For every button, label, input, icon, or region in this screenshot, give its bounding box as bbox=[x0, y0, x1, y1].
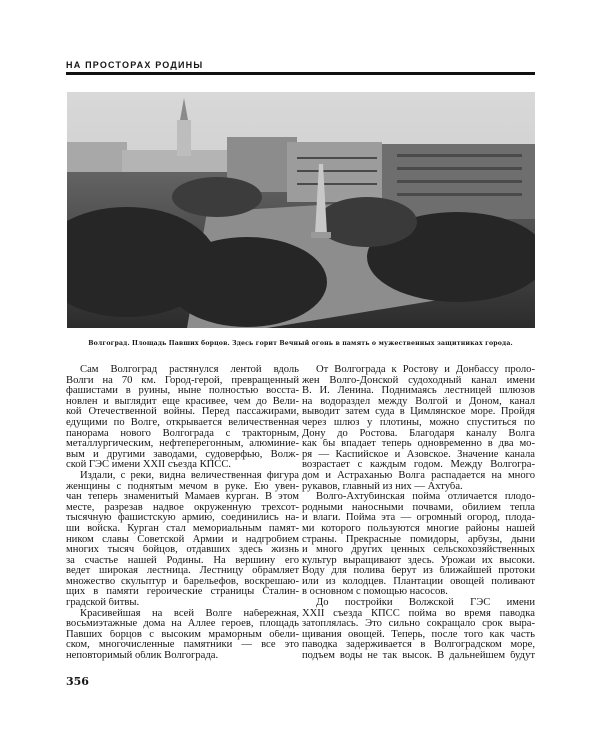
text-column-left bbox=[66, 365, 299, 662]
text-line: восьмиэтажные дома на Аллее героев, площадь bbox=[66, 619, 299, 630]
text-line: От Волгограда к Ростову и Донбассу проло- bbox=[316, 365, 535, 375]
text-line: фашистами в руины, ныне полностью восста- bbox=[66, 386, 299, 397]
text-line: месте, разрезав надвое окруженную трехсот- bbox=[66, 502, 299, 513]
text-column-right bbox=[302, 365, 535, 662]
text-line: и много других ценных сельскохозяйственных bbox=[302, 545, 535, 556]
text-line: Волго-Ахтубинская пойма отличается плодо- bbox=[316, 492, 535, 503]
paragraph bbox=[66, 609, 299, 662]
text-line: жен Волго-Донской судоходный канал имени bbox=[302, 375, 535, 386]
text-line: Красивейшая на всей Волге набережная, bbox=[80, 608, 299, 619]
text-line: выводит затем суда в Цимлянское море. Пройдя bbox=[302, 407, 535, 418]
text-line: женщины с поднятым мечом в руке. Ею увен- bbox=[66, 481, 299, 492]
text-line: затоплялась. Это сильно сокращало срок выра- bbox=[302, 619, 535, 630]
text-line: ском, многочисленные памятники — все это bbox=[66, 640, 299, 651]
text-line: как бы впадает теперь одновременно в два мо- bbox=[302, 439, 535, 450]
text-line: металлургическим, нефтеперегонным, алюминие- bbox=[66, 439, 299, 450]
text-line: вым и другими заводами, судоверфью, Волж- bbox=[66, 449, 299, 460]
text-line: ши войска. Курган стал мемориальным памят- bbox=[66, 523, 299, 534]
text-line: рукавов, главный из них — Ахтуба. bbox=[302, 481, 463, 492]
text-line: или из колодцев. Плантации овощей поливают bbox=[302, 576, 535, 587]
text-line: панорама нового Волгограда с тракторным, bbox=[66, 428, 299, 439]
paragraph bbox=[302, 598, 535, 662]
running-head: НА ПРОСТОРАХ РОДИНЫ bbox=[66, 60, 204, 70]
paragraph bbox=[302, 365, 535, 492]
text-line: многих тысяч бойцов, отдавших здесь жизнь bbox=[66, 545, 299, 556]
header-rule bbox=[66, 72, 535, 75]
text-line: Павших борцов с высоким мраморным обели- bbox=[66, 629, 299, 640]
text-line: Волги на 70 км. Город-герой, превращенный bbox=[66, 375, 299, 386]
text-line: В. И. Ленина. Поднимаясь лестницей шлюзов bbox=[302, 386, 535, 397]
text-line: страны. Прекрасные помидоры, арбузы, дыни bbox=[302, 534, 535, 545]
text-line: Воду для полива берут из ближайшей протоки bbox=[302, 566, 535, 577]
text-line: через шлюз у плотины, можно спуститься по bbox=[302, 417, 535, 428]
text-line: щих в памяти героические страницы Сталин- bbox=[66, 587, 299, 598]
text-line: Сам Волгоград растянулся лентой вдоль bbox=[80, 365, 299, 375]
text-line: культур выращивают здесь. Урожаи их высоки. bbox=[302, 555, 535, 566]
text-line: ской ГЭС имени XXII съезда КПСС. bbox=[66, 460, 232, 471]
paragraph bbox=[302, 492, 535, 598]
paragraph bbox=[66, 471, 299, 609]
text-line: Дону до Ростова. Благодаря каналу Волга bbox=[302, 428, 535, 439]
text-line: множество скульптур и барельефов, воскрешаю- bbox=[66, 576, 299, 587]
text-line: подъем воды не так высок. В дальнейшем будут bbox=[302, 651, 535, 662]
text-line: тысячную фашистскую армию, соединились на- bbox=[66, 513, 299, 524]
text-line: паводка задерживается в Волгоградском море, bbox=[302, 640, 535, 651]
text-line: и влаги. Пойма эта — огромный огород, плода- bbox=[302, 513, 535, 524]
text-line: Издали, с реки, видна величественная фигура bbox=[80, 470, 299, 481]
text-line: ником славы Советской Армии и надгробием bbox=[66, 534, 299, 545]
text-line: в основном с помощью насосов. bbox=[302, 587, 448, 598]
text-line: ря — Каспийское и Азовское. Значение канала bbox=[302, 449, 535, 460]
text-line: ми которого пользуются многие районы нашей bbox=[302, 523, 535, 534]
text-line: градской битвы. bbox=[66, 598, 140, 609]
text-line: щивания овощей. Теперь, после того как часть bbox=[302, 629, 535, 640]
text-line: за счастье нашей Родины. На вершину его bbox=[66, 555, 299, 566]
text-line: кой Отечественной войны. Перед пассажирами, bbox=[66, 407, 299, 418]
text-line: ведет широкая лестница. Лестницу обрамляет bbox=[66, 566, 299, 577]
text-line: родными наносными почвами, обилием тепла bbox=[302, 502, 535, 513]
text-line: едущими по Волге, открывается величественная bbox=[66, 417, 299, 428]
text-line: XXII съезда КПСС пойма во время паводка bbox=[302, 608, 535, 619]
paragraph bbox=[66, 365, 299, 471]
text-line: чан теперь знаменитый Мамаев курган. В этом bbox=[66, 492, 299, 503]
page-number: 356 bbox=[66, 675, 89, 688]
text-line: неповторимый облик Волгограда. bbox=[66, 651, 219, 662]
photo-volgograd-square bbox=[67, 92, 535, 328]
text-line: До постройки Волжской ГЭС имени bbox=[316, 598, 535, 609]
text-line: на водораздел между Волгой и Доном, канал bbox=[302, 396, 535, 407]
text-line: дом и Астраханью Волга распадается на много bbox=[302, 470, 535, 481]
text-line: новлен и выглядит еще красивее, чем до Вели- bbox=[66, 396, 299, 407]
text-line: возрастает с каждым годом. Между Волгогра- bbox=[302, 460, 535, 471]
photo-caption: Волгоград. Площадь Павших борцов. Здесь горит Вечный огонь в память о мужественных защитниках города. bbox=[88, 340, 513, 347]
